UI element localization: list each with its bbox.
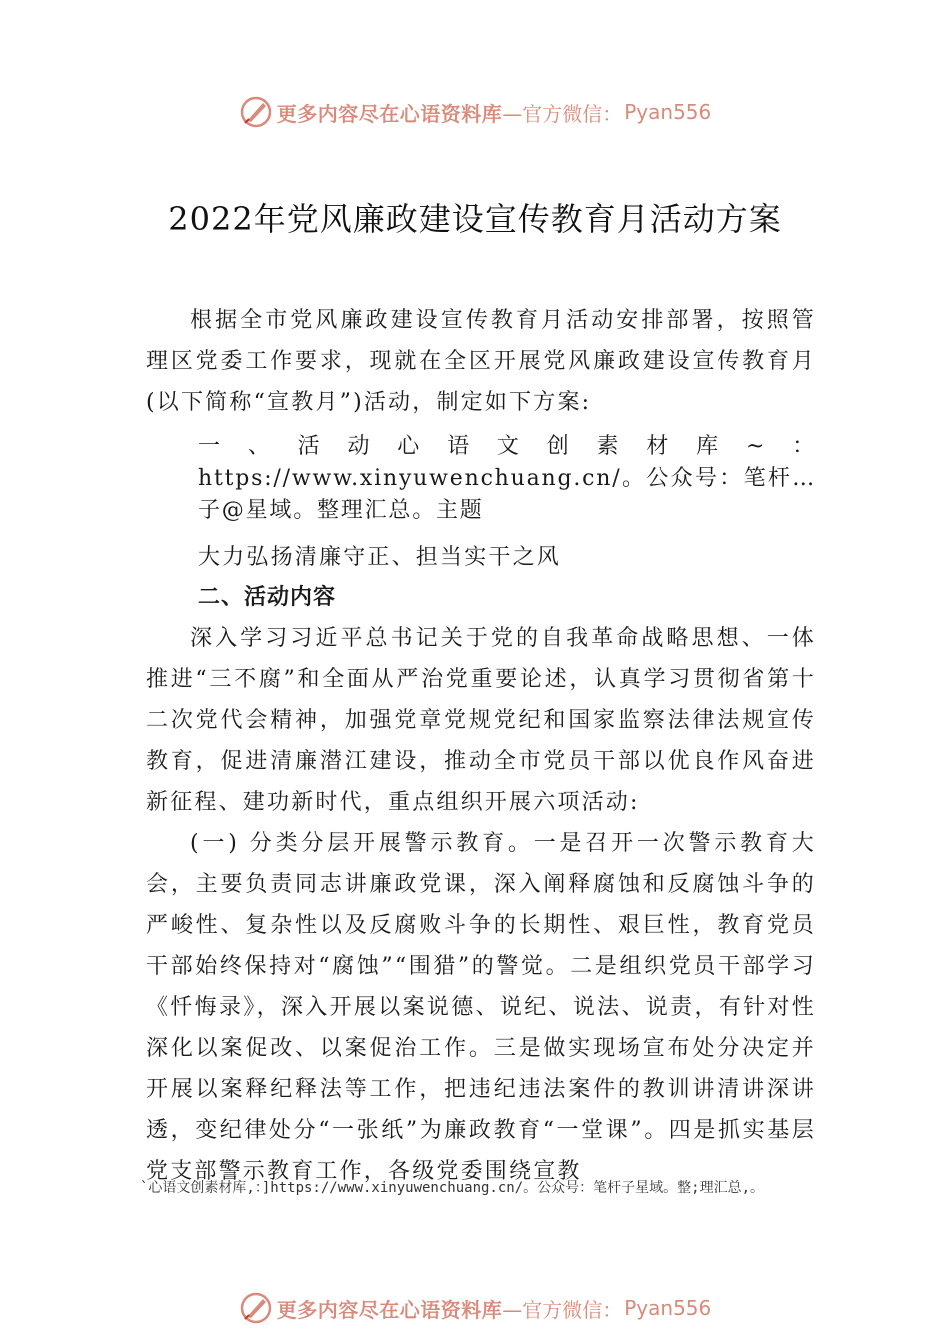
document-body — [146, 300, 816, 1192]
banner-dash: —官方微信： — [502, 101, 623, 126]
header-banner — [0, 92, 950, 132]
footer-banner — [0, 1288, 950, 1328]
banner-account: Pyan556 — [624, 100, 712, 124]
footnote: `心语文创素材库,：]https://www.xinyuwenchuang.cn/。公众号：笔杆子星域。整;理汇总,。 — [140, 1180, 765, 1196]
section2-paragraph: 深入学习习近平总书记关于党的自我革命战略思想、一体推进“三不腐”和全面从严治党重要论述，认真学习贯彻省第十二次党代会精神，加强党章党规党纪和国家监察法律法规宣传教育，促进清廉潜江建设，推动全市党员干部以优良作风奋进新征程、建功新时代，重点组织开展六项活动: — [146, 626, 816, 815]
quill-logo-icon — [239, 95, 273, 129]
intro-paragraph: 根据全市党风廉政建设宣传教育月活动安排部署，按照管理区党委工作要求，现就在全区开展党风廉政建设宣传教育月(以下简称“宣教月”)活动，制定如下方案: — [146, 308, 816, 415]
theme-paragraph: 大力弘扬清廉守正、担当实干之风 — [198, 545, 562, 570]
item1-paragraph: (一) 分类分层开展警示教育。一是召开一次警示教育大会，主要负责同志讲廉政党课，深入阐释腐蚀和反腐蚀斗争的严峻性、复杂性以及反腐败斗争的长期性、艰巨性，教育党员干部始终保持对“腐蚀”“围猎”的警觉。二是组织党员干部学习《忏悔录》，深入开展以案说德、说纪、说法、说责，有针对性深化以案促改、以案促治工作。三是做实现场宣布处分决定并开展以案释纪释法等工作，把违纪违法案件的教训讲清讲深讲透，变纪律处分“一张纸”为廉政教育“一堂课”。四是抓实基层党支部警示教育工作，各级党委围绕宣教 — [146, 831, 816, 1184]
banner-text: 更多内容尽在心语资料库 — [276, 101, 503, 126]
section2-heading: 二、活动内容 — [198, 585, 337, 610]
banner-dash: —官方微信： — [502, 1297, 623, 1322]
document-title: 2022年党风廉政建设宣传教育月活动方案 — [168, 200, 782, 238]
section1-paragraph: 一、活动心语文创素材库~：https://www.xinyuwenchuang.cn/。公众号：笔杆…子@星域。整理汇总。主题 — [198, 434, 816, 523]
banner-text: 更多内容尽在心语资料库 — [276, 1297, 503, 1322]
banner-account: Pyan556 — [624, 1296, 712, 1320]
quill-logo-icon — [239, 1291, 273, 1325]
